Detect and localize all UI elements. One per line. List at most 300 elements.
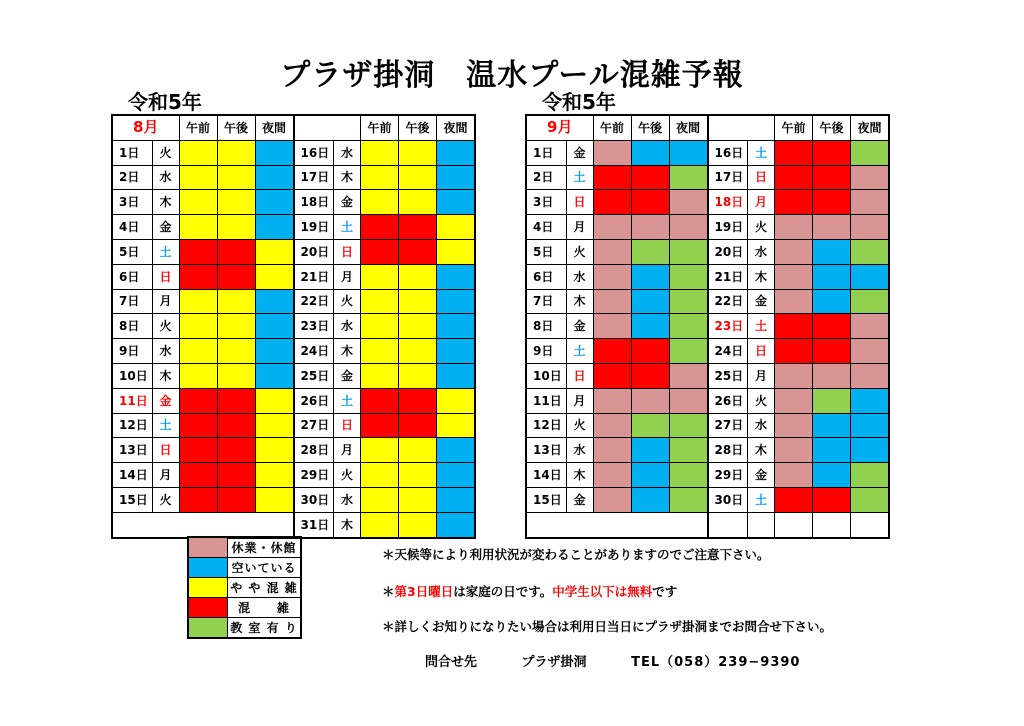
status-cell-crowded (813, 314, 851, 339)
table-row (112, 314, 475, 339)
day-cell: 19日 (708, 215, 748, 240)
status-cell-crowded (813, 165, 851, 190)
status-cell-closed (593, 289, 631, 314)
day-cell: 6日 (526, 264, 566, 289)
table-row (526, 314, 889, 339)
weekday-cell: 月 (334, 438, 361, 463)
status-cell-crowded (775, 140, 813, 165)
status-cell-vacant (669, 140, 708, 165)
status-cell-crowded (361, 388, 399, 413)
weekday-cell: 火 (748, 388, 775, 413)
day-cell: 25日 (708, 363, 748, 388)
weekday-cell (748, 512, 775, 537)
status-cell-somewhat (255, 239, 294, 264)
day-cell: 2日 (112, 165, 152, 190)
status-cell-closed (775, 264, 813, 289)
weekday-cell: 火 (748, 215, 775, 240)
status-cell-class (669, 413, 708, 438)
status-cell-closed (775, 239, 813, 264)
weekday-cell: 日 (566, 190, 593, 215)
status-cell-somewhat (361, 512, 399, 537)
status-cell-vacant (255, 165, 294, 190)
weekday-cell: 火 (152, 314, 179, 339)
header-night: 夜間 (669, 115, 708, 140)
status-cell-somewhat (217, 289, 255, 314)
status-cell-somewhat (399, 289, 437, 314)
table-row (526, 190, 889, 215)
status-cell-crowded (775, 314, 813, 339)
legend-item (188, 618, 301, 639)
status-cell-somewhat (217, 190, 255, 215)
status-cell-closed (851, 339, 890, 364)
weekday-cell: 土 (566, 339, 593, 364)
status-cell-crowded (399, 239, 437, 264)
weekday-cell: 水 (566, 264, 593, 289)
table-row (526, 165, 889, 190)
day-cell: 12日 (112, 413, 152, 438)
day-cell: 17日 (294, 165, 334, 190)
status-cell-crowded (179, 239, 217, 264)
table-row (526, 512, 889, 537)
header-morning: 午前 (593, 115, 631, 140)
status-cell-vacant (437, 339, 476, 364)
status-cell-vacant (813, 463, 851, 488)
day-cell: 28日 (708, 438, 748, 463)
header-night: 夜間 (255, 115, 294, 140)
day-cell: 18日 (294, 190, 334, 215)
table-row (526, 264, 889, 289)
day-cell: 7日 (526, 289, 566, 314)
contact-label: 問合せ先 (425, 655, 478, 670)
weekday-cell: 水 (566, 438, 593, 463)
note-free-students: 中学生以下は無料 (552, 584, 653, 599)
status-cell-vacant (437, 463, 476, 488)
weekday-cell: 木 (566, 289, 593, 314)
status-cell-somewhat (399, 512, 437, 537)
status-cell-somewhat (217, 165, 255, 190)
status-cell-class (669, 314, 708, 339)
contact-name: プラザ掛洞 (521, 655, 587, 670)
header-night: 夜間 (437, 115, 476, 140)
era-label-september: 令和5年 (542, 90, 616, 114)
status-cell-somewhat (361, 438, 399, 463)
weekday-cell: 水 (334, 140, 361, 165)
weekday-cell: 土 (748, 487, 775, 512)
status-cell-somewhat (179, 289, 217, 314)
status-cell-somewhat (437, 388, 476, 413)
day-cell: 16日 (708, 140, 748, 165)
status-cell-somewhat (399, 140, 437, 165)
day-cell: 15日 (526, 487, 566, 512)
status-cell-class (669, 165, 708, 190)
note-weather: ＊天候等により利用状況が変わることがありますのでご注意下さい。 (382, 547, 770, 562)
weekday-cell: 土 (334, 215, 361, 240)
weekday-cell: 日 (152, 264, 179, 289)
table-row (112, 264, 475, 289)
status-cell-somewhat (437, 215, 476, 240)
status-cell-vacant (255, 289, 294, 314)
status-cell-somewhat (361, 140, 399, 165)
day-cell: 20日 (294, 239, 334, 264)
status-cell-vacant (631, 438, 669, 463)
legend-label: 空いている (228, 558, 302, 578)
table-row (526, 438, 889, 463)
status-cell-somewhat (217, 314, 255, 339)
status-cell-somewhat (217, 339, 255, 364)
status-cell-vacant (255, 140, 294, 165)
page-title: プラザ掛洞 温水プール混雑予報 (280, 58, 744, 93)
status-cell-vacant (437, 363, 476, 388)
status-cell-vacant (255, 215, 294, 240)
status-cell-closed (593, 264, 631, 289)
status-cell-somewhat (255, 463, 294, 488)
status-cell-crowded (179, 463, 217, 488)
weekday-cell: 日 (334, 413, 361, 438)
status-cell-crowded (775, 165, 813, 190)
status-cell-somewhat (399, 363, 437, 388)
status-cell-closed (593, 215, 631, 240)
status-cell-somewhat (255, 264, 294, 289)
header-night: 夜間 (851, 115, 890, 140)
legend-swatch-crowded (188, 598, 228, 618)
status-cell-closed (851, 190, 890, 215)
day-cell: 29日 (294, 463, 334, 488)
day-cell: 24日 (708, 339, 748, 364)
status-cell-vacant (437, 165, 476, 190)
table-row (526, 463, 889, 488)
status-cell-somewhat (399, 190, 437, 215)
status-cell-somewhat (217, 363, 255, 388)
weekday-cell: 日 (748, 339, 775, 364)
day-cell: 22日 (294, 289, 334, 314)
note-family-day-text: は家庭の日です。 (453, 584, 553, 599)
weekday-cell: 火 (152, 487, 179, 512)
day-cell: 12日 (526, 413, 566, 438)
status-cell-closed (851, 363, 890, 388)
table-row (112, 190, 475, 215)
status-cell-crowded (179, 413, 217, 438)
status-cell-crowded (593, 339, 631, 364)
status-cell-somewhat (361, 289, 399, 314)
status-cell-closed (775, 289, 813, 314)
day-cell: 3日 (112, 190, 152, 215)
status-cell-somewhat (179, 339, 217, 364)
status-cell-vacant (255, 314, 294, 339)
status-cell-closed (593, 438, 631, 463)
table-row (526, 388, 889, 413)
header-afternoon: 午後 (631, 115, 669, 140)
status-cell-closed (593, 413, 631, 438)
weekday-cell: 火 (152, 140, 179, 165)
legend-swatch-class (188, 618, 228, 639)
status-cell-crowded (813, 487, 851, 512)
legend-item (188, 537, 301, 558)
weekday-cell: 木 (152, 190, 179, 215)
status-cell-class (669, 339, 708, 364)
day-cell: 21日 (294, 264, 334, 289)
status-cell-crowded (361, 413, 399, 438)
status-cell-crowded (399, 388, 437, 413)
status-cell-vacant (851, 413, 890, 438)
table-row (112, 463, 475, 488)
status-cell-somewhat (217, 140, 255, 165)
weekday-cell: 金 (334, 363, 361, 388)
weekday-cell: 土 (152, 239, 179, 264)
day-cell: 8日 (526, 314, 566, 339)
status-cell-closed (669, 190, 708, 215)
day-cell: 24日 (294, 339, 334, 364)
day-cell: 22日 (708, 289, 748, 314)
day-cell: 9日 (112, 339, 152, 364)
legend-item (188, 578, 301, 598)
weekday-cell: 月 (152, 289, 179, 314)
table-row (526, 363, 889, 388)
weekday-cell: 土 (748, 140, 775, 165)
weekday-cell: 金 (334, 190, 361, 215)
status-cell-vacant (437, 438, 476, 463)
status-cell-crowded (593, 363, 631, 388)
status-cell-closed (593, 140, 631, 165)
day-cell: 4日 (112, 215, 152, 240)
status-cell-somewhat (399, 165, 437, 190)
status-cell-closed (851, 165, 890, 190)
day-cell: 30日 (294, 487, 334, 512)
status-cell-closed (775, 463, 813, 488)
status-cell-crowded (179, 388, 217, 413)
weekday-cell: 水 (152, 165, 179, 190)
status-cell-vacant (813, 438, 851, 463)
note-family-day (382, 582, 677, 600)
table-row (112, 388, 475, 413)
status-cell-somewhat (217, 215, 255, 240)
status-cell-closed (593, 487, 631, 512)
status-cell-somewhat (361, 314, 399, 339)
status-cell-crowded (179, 487, 217, 512)
day-cell: 13日 (526, 438, 566, 463)
day-cell: 5日 (526, 239, 566, 264)
day-cell: 26日 (294, 388, 334, 413)
day-cell: 29日 (708, 463, 748, 488)
day-cell: 16日 (294, 140, 334, 165)
status-cell-somewhat (179, 140, 217, 165)
status-cell-crowded (217, 388, 255, 413)
day-cell: 11日 (526, 388, 566, 413)
weekday-cell: 金 (748, 463, 775, 488)
day-cell: 13日 (112, 438, 152, 463)
day-cell: 27日 (708, 413, 748, 438)
status-cell-closed (775, 215, 813, 240)
status-cell-vacant (851, 388, 890, 413)
table-row (112, 438, 475, 463)
weekday-cell: 金 (566, 140, 593, 165)
weekday-cell: 日 (566, 363, 593, 388)
legend-swatch-somewhat (188, 578, 228, 598)
status-cell-crowded (217, 487, 255, 512)
table-row (526, 487, 889, 512)
status-cell-crowded (179, 438, 217, 463)
table-row (112, 339, 475, 364)
status-cell-vacant (813, 264, 851, 289)
status-cell-crowded (179, 264, 217, 289)
weekday-cell: 木 (334, 512, 361, 537)
status-cell-class (669, 463, 708, 488)
status-cell-class (631, 239, 669, 264)
legend-swatch-closed (188, 537, 228, 558)
status-cell-vacant (437, 289, 476, 314)
status-cell-closed (775, 438, 813, 463)
table-row (112, 289, 475, 314)
weekday-cell: 木 (748, 264, 775, 289)
status-cell-class (813, 388, 851, 413)
status-cell-crowded (631, 165, 669, 190)
status-cell-closed (813, 363, 851, 388)
day-cell: 2日 (526, 165, 566, 190)
status-cell-closed (593, 388, 631, 413)
weekday-cell: 木 (334, 165, 361, 190)
weekday-cell: 水 (334, 487, 361, 512)
weekday-cell: 火 (566, 413, 593, 438)
weekday-cell: 木 (748, 438, 775, 463)
weekday-cell: 土 (334, 388, 361, 413)
status-cell-crowded (775, 487, 813, 512)
status-cell-somewhat (255, 388, 294, 413)
status-cell-closed (593, 314, 631, 339)
status-cell-closed (669, 363, 708, 388)
status-cell-crowded (593, 190, 631, 215)
status-cell-closed (669, 215, 708, 240)
day-cell: 14日 (112, 463, 152, 488)
weekday-cell: 月 (748, 190, 775, 215)
status-cell-class (669, 239, 708, 264)
legend-label: 教 室 有 り (228, 618, 302, 639)
empty-cell (112, 512, 294, 537)
status-cell-closed (593, 463, 631, 488)
weekday-cell: 火 (334, 463, 361, 488)
weekday-cell: 日 (334, 239, 361, 264)
weekday-cell: 金 (152, 215, 179, 240)
status-cell-somewhat (179, 165, 217, 190)
legend-item (188, 598, 301, 618)
weekday-cell: 水 (334, 314, 361, 339)
status-cell-closed (813, 215, 851, 240)
empty-cell (526, 512, 708, 537)
table-row (526, 339, 889, 364)
day-cell: 28日 (294, 438, 334, 463)
day-cell: 7日 (112, 289, 152, 314)
header-afternoon: 午後 (813, 115, 851, 140)
status-cell-closed (593, 239, 631, 264)
status-cell-somewhat (399, 487, 437, 512)
status-cell-vacant (255, 190, 294, 215)
status-cell-crowded (631, 190, 669, 215)
weekday-cell: 月 (334, 264, 361, 289)
weekday-cell: 月 (566, 215, 593, 240)
status-cell-somewhat (361, 264, 399, 289)
day-cell: 3日 (526, 190, 566, 215)
status-cell-somewhat (361, 190, 399, 215)
status-cell-vacant (437, 487, 476, 512)
status-cell-somewhat (399, 438, 437, 463)
status-cell-class (669, 264, 708, 289)
day-cell: 10日 (526, 363, 566, 388)
legend-label: や や 混 雑 (228, 578, 302, 598)
header-blank (294, 115, 361, 140)
day-cell: 9日 (526, 339, 566, 364)
month-label: 9月 (526, 115, 593, 140)
status-cell-closed (851, 215, 890, 240)
status-cell-crowded (631, 339, 669, 364)
status-cell-somewhat (179, 363, 217, 388)
era-label-august: 令和5年 (128, 90, 202, 114)
note-end: です (652, 584, 678, 599)
status-cell-somewhat (179, 314, 217, 339)
status-cell-closed (775, 363, 813, 388)
weekday-cell: 日 (748, 165, 775, 190)
table-row (526, 413, 889, 438)
table-row (112, 239, 475, 264)
status-cell-class (669, 289, 708, 314)
status-cell-vacant (437, 512, 476, 537)
status-cell-crowded (399, 215, 437, 240)
day-cell: 11日 (112, 388, 152, 413)
day-cell: 27日 (294, 413, 334, 438)
header-blank (708, 115, 775, 140)
status-cell-crowded (217, 463, 255, 488)
day-cell: 6日 (112, 264, 152, 289)
status-cell-vacant (437, 140, 476, 165)
status-cell-vacant (813, 289, 851, 314)
table-row (526, 239, 889, 264)
status-cell-vacant (437, 314, 476, 339)
table-row (112, 512, 475, 537)
day-cell: 21日 (708, 264, 748, 289)
weekday-cell: 日 (152, 438, 179, 463)
legend-swatch-vacant (188, 558, 228, 578)
status-cell-somewhat (437, 413, 476, 438)
weekday-cell: 水 (748, 239, 775, 264)
weekday-cell: 水 (152, 339, 179, 364)
contact-info (425, 651, 800, 670)
calendar-august (111, 114, 476, 539)
legend-label: 混 雑 (228, 598, 302, 618)
weekday-cell: 月 (152, 463, 179, 488)
table-row (112, 140, 475, 165)
status-cell-somewhat (361, 487, 399, 512)
weekday-cell: 火 (334, 289, 361, 314)
status-cell-somewhat (179, 215, 217, 240)
status-cell-crowded (813, 140, 851, 165)
weekday-cell: 金 (566, 487, 593, 512)
status-cell-vacant (631, 463, 669, 488)
weekday-cell: 金 (152, 388, 179, 413)
status-cell-crowded (217, 413, 255, 438)
contact-tel: TEL（058）239−9390 (631, 655, 801, 670)
status-cell-empty (813, 512, 851, 537)
status-cell-empty (851, 512, 890, 537)
status-cell-vacant (631, 264, 669, 289)
status-cell-somewhat (179, 190, 217, 215)
status-cell-somewhat (399, 314, 437, 339)
status-cell-crowded (217, 438, 255, 463)
table-row (112, 487, 475, 512)
day-cell: 31日 (294, 512, 334, 537)
status-cell-somewhat (361, 363, 399, 388)
status-cell-crowded (399, 413, 437, 438)
status-cell-crowded (361, 239, 399, 264)
weekday-cell: 月 (748, 363, 775, 388)
weekday-cell: 土 (152, 413, 179, 438)
weekday-cell: 月 (566, 388, 593, 413)
